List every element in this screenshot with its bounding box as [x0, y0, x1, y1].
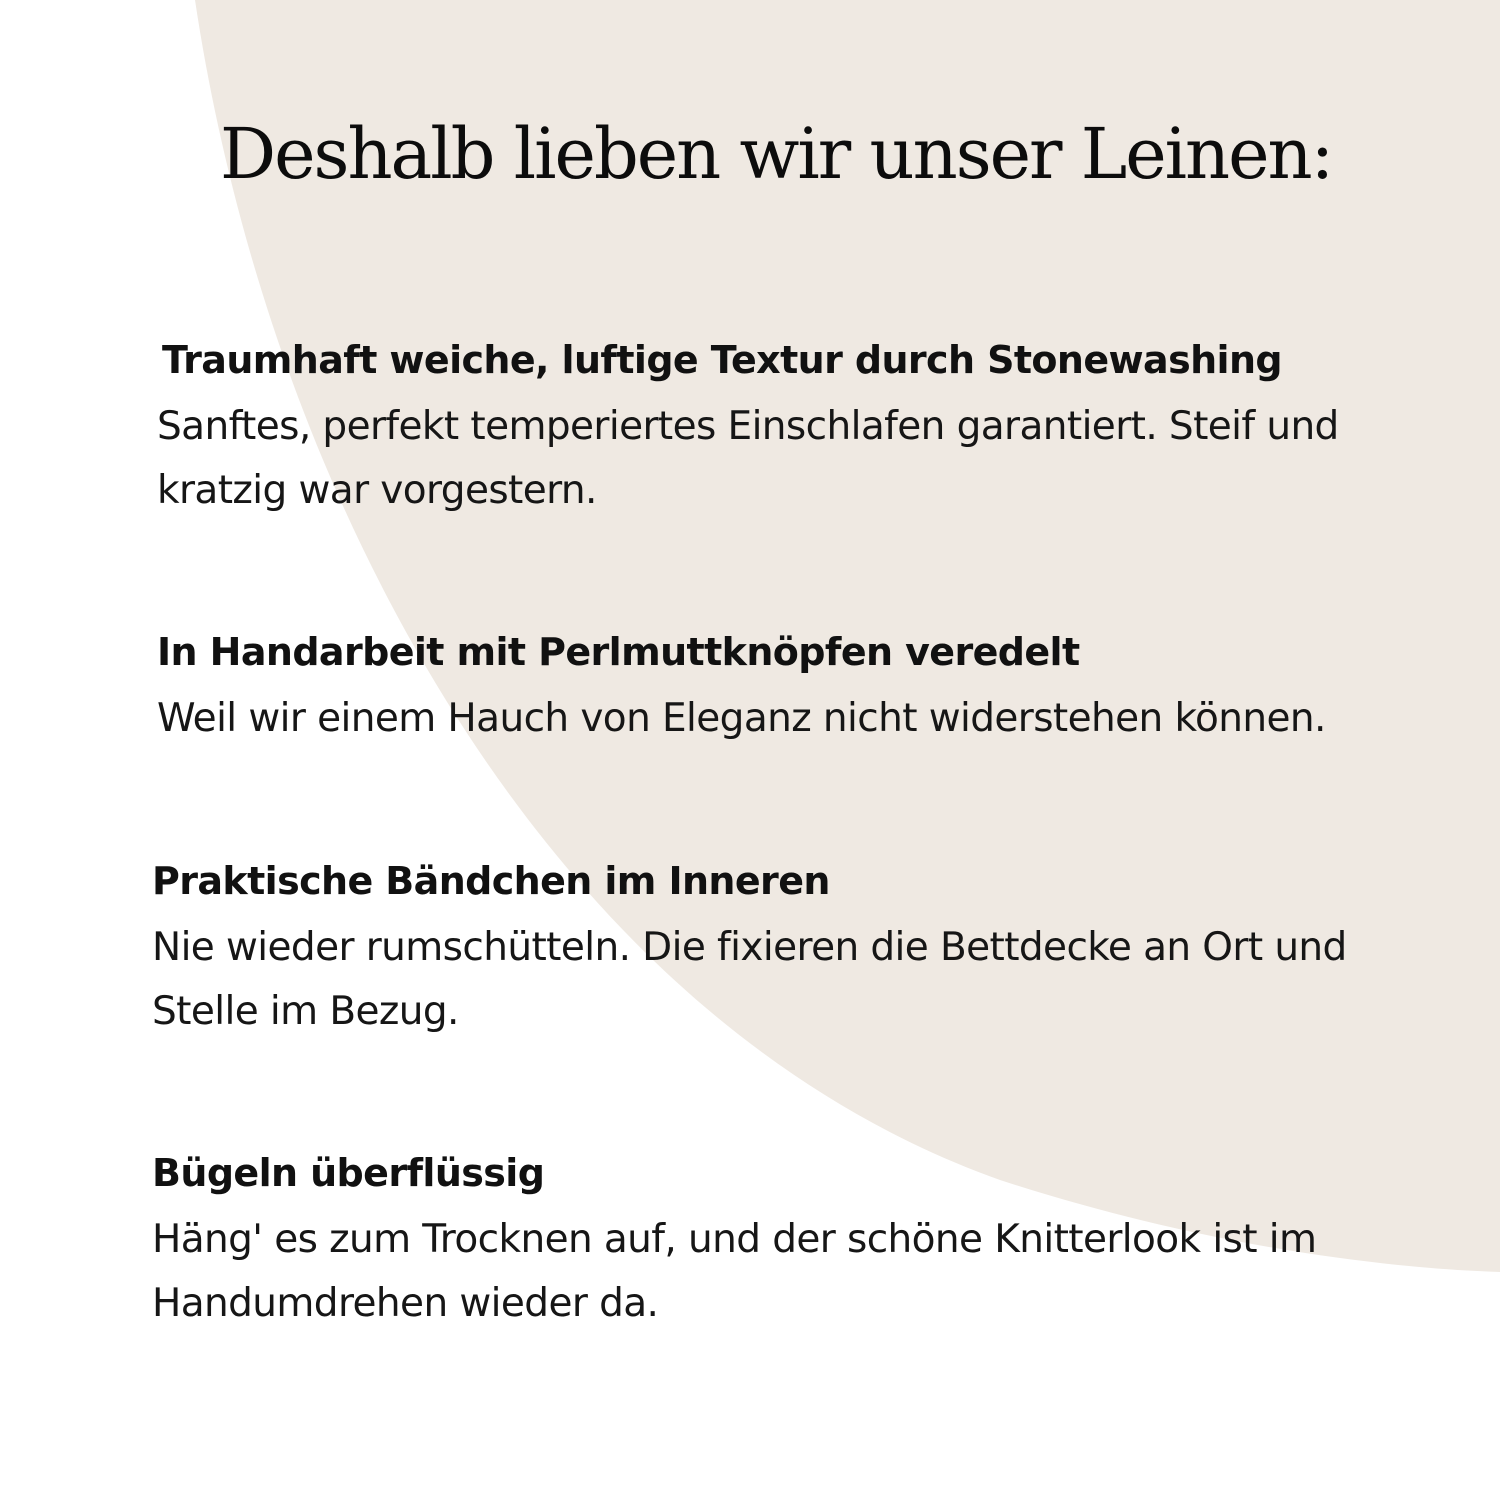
feature-description: Häng' es zum Trocknen auf, und der schöne Knitterlook ist im Handumdrehen wieder da.: [152, 1217, 1317, 1326]
feature-description: Weil wir einem Hauch von Eleganz nicht widerstehen können.: [157, 696, 1326, 741]
feature-heading: Praktische Bändchen im Inneren: [152, 859, 830, 903]
feature-item-baendchen: [152, 856, 1452, 1044]
page-title: Deshalb lieben wir unser Leinen:: [220, 113, 1333, 195]
feature-description: Sanftes, perfekt temperiertes Einschlafen garantiert. Steif und kratzig war vorgestern.: [157, 404, 1339, 513]
feature-heading: Bügeln überflüssig: [152, 1151, 545, 1195]
feature-item-buegeln: [152, 1148, 1452, 1336]
feature-heading: Traumhaft weiche, luftige Textur durch Stonewashing: [162, 338, 1283, 382]
feature-item-stonewashing: [157, 335, 1457, 523]
feature-heading: In Handarbeit mit Perlmuttknöpfen veredelt: [157, 630, 1080, 674]
feature-item-perlmuttknoepfe: [157, 627, 1457, 751]
feature-description: Nie wieder rumschütteln. Die fixieren die Bettdecke an Ort und Stelle im Bezug.: [152, 925, 1347, 1034]
